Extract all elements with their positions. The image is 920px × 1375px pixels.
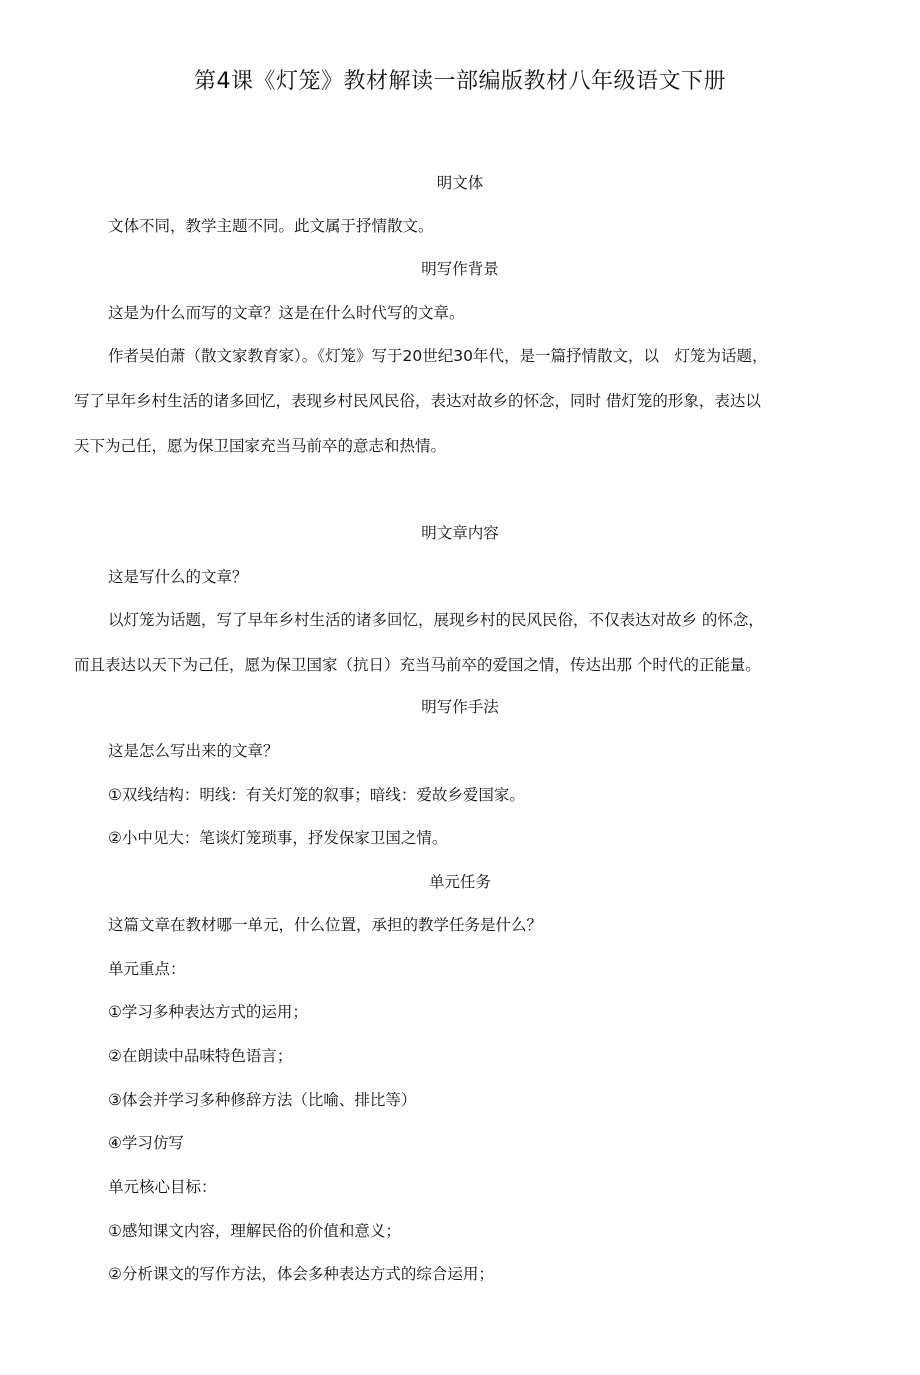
- genre-text: 文体不同，教学主题不同。此文属于抒情散文。: [108, 217, 434, 235]
- unit-question: 这篇文章在教材哪一单元，什么位置，承担的教学任务是什么？: [108, 916, 543, 934]
- paragraph-line: 以灯笼为话题，写了早年乡村生活的诸多回忆，展现乡村的民风民俗，不仅表达对故乡 的怀念，: [108, 611, 764, 629]
- list-item: ②在朗读中品味特色语言；: [108, 1047, 293, 1065]
- paragraph-line: 而且表达以天下为己任，愿为保卫国家（抗日）充当马前卒的爱国之情，传达出那 个时代的正能量。: [74, 656, 761, 674]
- paragraph-line: 天下为己任，愿为保卫国家充当马前卒的意志和热情。: [74, 437, 447, 455]
- list-item: ①感知课文内容，理解民俗的价值和意义；: [108, 1222, 401, 1240]
- list-item: ②小中见大：笔谈灯笼琐事，抒发保家卫国之情。: [108, 829, 448, 847]
- list-item: ③体会并学习多种修辞方法（比喻、排比等）: [108, 1091, 417, 1109]
- background-paragraph: [74, 344, 860, 479]
- background-question: 这是为什么而写的文章？这是在什么时代写的文章。: [108, 304, 465, 322]
- paragraph-line: 写了早年乡村生活的诸多回忆，表现乡村民风民俗，表达对故乡的怀念，同时 借灯笼的形象，表达以: [74, 392, 761, 410]
- list-item: ②分析课文的写作方法，体会多种表达方式的综合运用；: [108, 1265, 494, 1283]
- paragraph-line: 作者吴伯萧（散文家教育家）。《灯笼》写于20世纪30年代，是一篇抒情散文，以 灯笼为话题，: [108, 347, 768, 365]
- section-heading-technique: 明写作手法: [421, 698, 499, 716]
- section-heading-genre: 明文体: [436, 174, 484, 192]
- technique-question: 这是怎么写出来的文章？: [108, 742, 279, 760]
- unit-goal-label: 单元核心目标：: [108, 1178, 217, 1196]
- section-heading-background: 明写作背景: [421, 260, 499, 278]
- unit-focus-label: 单元重点：: [108, 960, 186, 978]
- section-heading-content: 明文章内容: [421, 524, 499, 542]
- list-item: ①学习多种表达方式的运用；: [108, 1003, 308, 1021]
- content-paragraph: [74, 608, 860, 698]
- list-item: ④学习仿写: [108, 1134, 184, 1152]
- list-item: ①双线结构：明线：有关灯笼的叙事；暗线：爱故乡爱国家。: [108, 786, 525, 804]
- document-title: 第4课《灯笼》教材解读一部编版教材八年级语文下册: [194, 69, 726, 94]
- section-heading-unit: 单元任务: [428, 873, 491, 891]
- content-question: 这是写什么的文章？: [108, 568, 248, 586]
